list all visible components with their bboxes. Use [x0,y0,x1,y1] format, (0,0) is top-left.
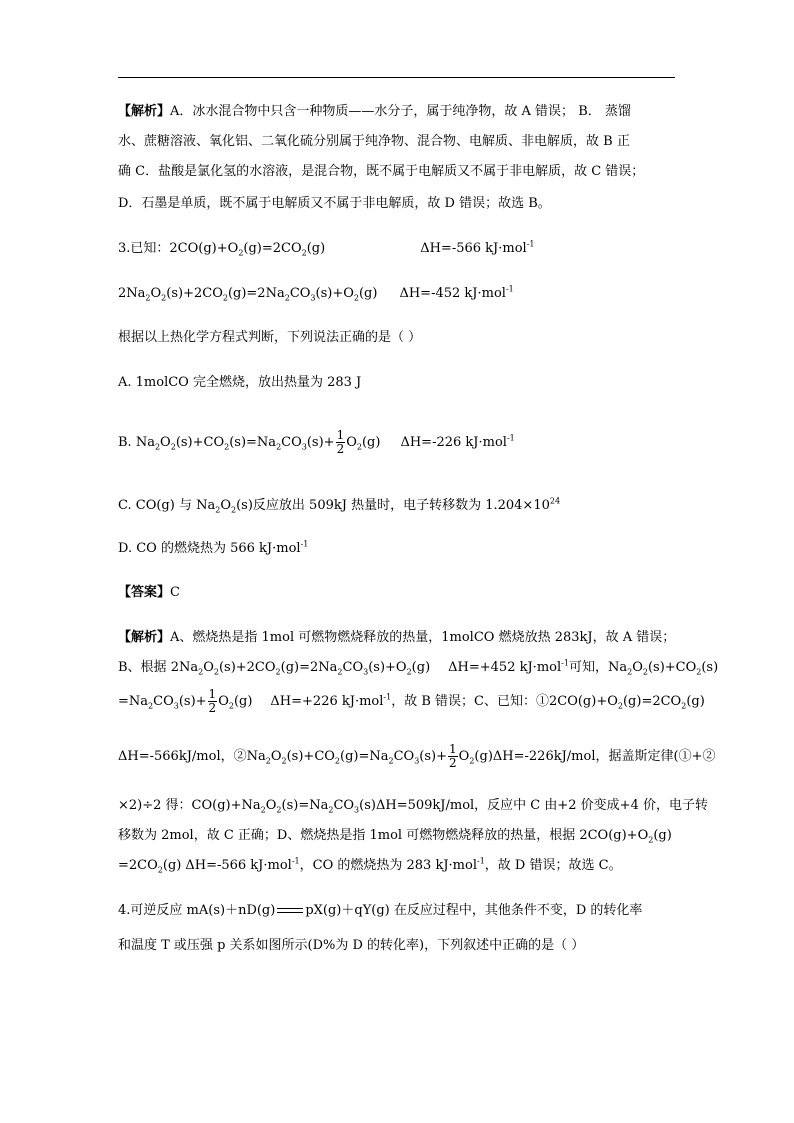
q3-stem: 根据以上热化学方程式判断，下列说法正确的是（ ） [118,330,422,345]
answer-line [118,584,180,602]
q3-option-a: A. 1molCO 完全燃烧，放出热量为 283 J [118,375,362,390]
analysis2-line-1: 【解析】A、燃烧热是指 1mol 可燃物燃烧释放的热量，1molCO 燃烧放热 283kJ，故 A 错误； [118,630,676,645]
analysis2-line-2: B、根据 $2Na_2O_2(s)+2CO_2(g)=2Na_2CO_3(s)+O_2(g)$ ΔH=+452 kJ·mol$^{-1}$可知，$Na_2O_2(s)+CO_2(s)$ [118,658,719,677]
analysis-tag: 【解析】 [118,630,171,645]
analysis2-line-3: $=Na_2CO_3(s)+$ $\frac{1}{2}$ $O_2(g)$ ΔH=+226 kJ·mol$^{-1}$，故 B 错误；C、已知：$①2CO(g)+O_2(g)=2CO_2(g)$ [118,687,705,715]
fraction-half: $\frac{1}{2}$ [336,428,345,456]
analysis2-line-5: ×2)÷2 得：$CO(g)+Na_2O_2(s)=Na_2CO_3(s)\Delta H=509kJ$/mol，反应中 C 由+2 价变成+4 价，电子转 [118,798,708,815]
analysis-tag: 【解析】 [118,104,171,119]
q4-line-2: 和温度 T 或压强 p 关系如图所示(D%为 D 的转化率)，下列叙述中正确的是（ ） [118,938,585,953]
q3-equation-2: $2Na_2O_2(s)+2CO_2(g)=2Na_2CO_3(s)+O_2(g)$ ΔH=-452 kJ·mol$^{-1}$ [118,284,514,303]
fraction-half: $\frac{1}{2}$ [208,687,217,715]
analysis2-line-7: $=2CO_2(g)$ ΔH=-566 kJ·mol$^{-1}$，CO 的燃烧热为 283 kJ·mol$^{-1}$，故 D 错误；故选 C。 [118,856,622,875]
equilibrium-arrow-icon [277,906,303,915]
analysis1-line-2: 水、蔗糖溶液、氧化铝、二氧化硫分别属于纯净物、混合物、电解质、非电解质，故 B 正 [118,134,630,149]
analysis2-line-6: 移数为 2mol，故 C 正确；D、燃烧热是指 1mol 可燃物燃烧释放的热量，根据 $2CO(g)+O_2(g)$ [118,828,672,845]
q3-option-d: D. CO 的燃烧热为 566 kJ·mol$^{-1}$ [118,539,309,556]
q4-line-1: 4.可逆反应 mA(s)＋nD(g) pX(g)＋qY(g) 在反应过程中，其他条件不变，D 的转化率 [118,903,643,918]
fraction-half: $\frac{1}{2}$ [449,742,457,770]
analysis1-line-4: D．石墨是单质，既不属于电解质又不属于非电解质，故 D 错误；故选 B。 [118,196,551,211]
q3-option-b: B. $Na_2O_2(s)+CO_2(s)=Na_2CO_3(s)+$ $\frac{1}{2}$ $O_2(g)$ ΔH=-226 kJ·mol$^{-1}$ [118,428,515,456]
q3-equation-1: 3.已知：$2CO(g)+O_2(g)=2CO_2(g)$ ΔH=-566 kJ·mol$^{-1}$ [118,239,535,258]
answer-tag: 【答案】 [118,585,171,600]
header-rule [118,77,675,78]
answer-value: C [170,585,180,600]
analysis2-line-4: ΔH=-566kJ/mol，$②Na_2O_2(s)+CO_2(g)=Na_2CO_3(s)+$ $\frac{1}{2}$ $O_2(g)\Delta H=-226kJ$/mol，据盖斯定律(①+② [118,742,716,770]
analysis1-line-3: 确 C．盐酸是氯化氢的水溶液，是混合物，既不属于电解质又不属于非电解质，故 C 错误； [118,164,645,179]
q3-option-c: C. CO(g) 与 $Na_2O_2(s)$反应放出 509kJ 热量时，电子转移数为 $1.204\times 10^{24}$ [118,496,561,515]
analysis1-line-1: 【解析】A．冰水混合物中只含一种物质——水分子，属于纯净物，故 A 错误； B． 蒸馏 [118,104,631,119]
